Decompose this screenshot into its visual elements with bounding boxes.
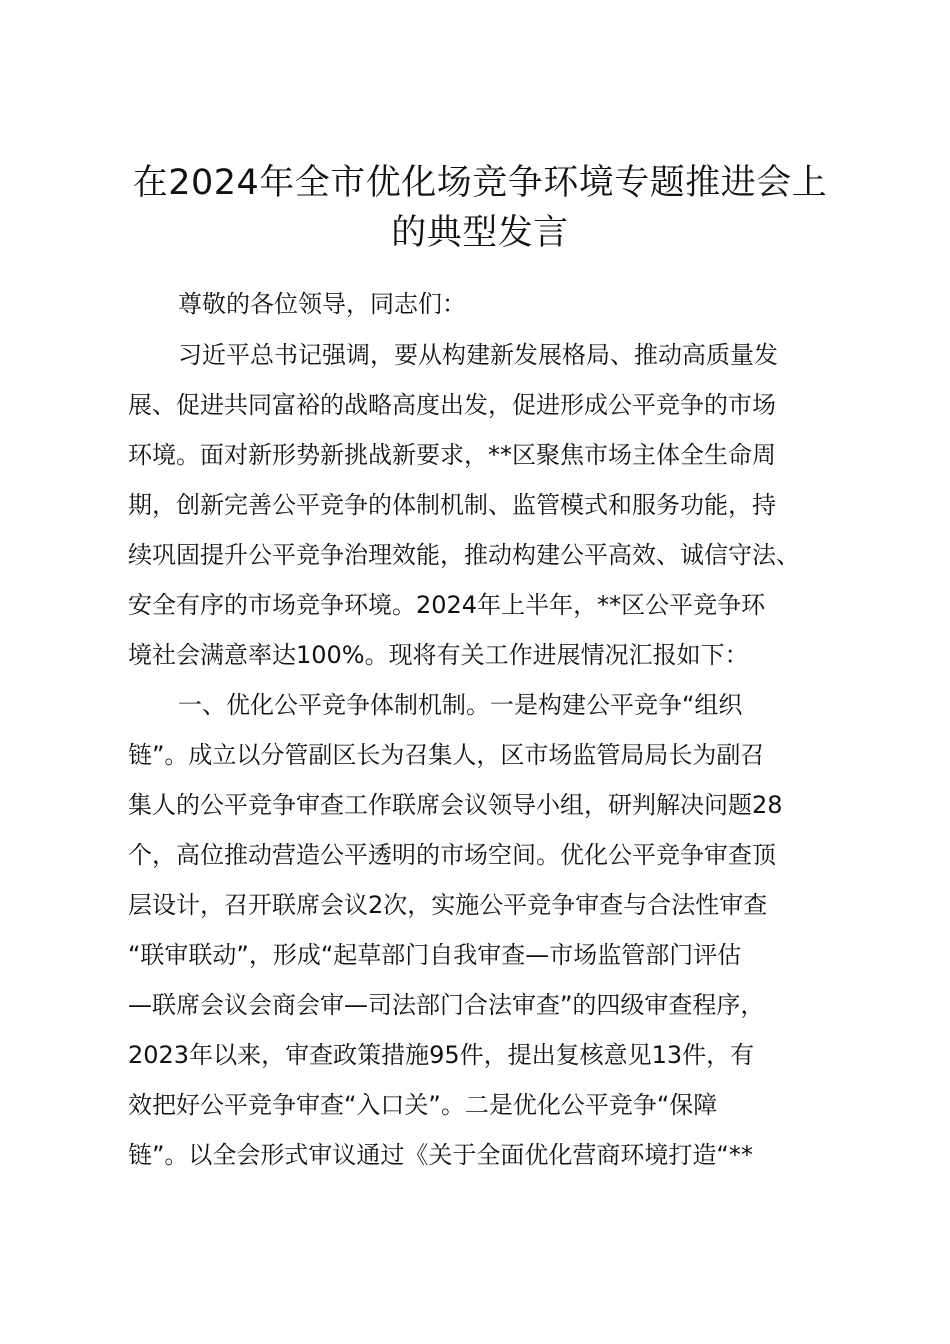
paragraph-line: 展、促进共同富裕的战略高度出发，促进形成公平竞争的市场 — [128, 391, 776, 419]
paragraph-line: 链”。成立以分管副区长为召集人，区市场监管局局长为副召 — [128, 741, 765, 769]
greeting: 尊敬的各位领导，同志们： — [178, 290, 466, 318]
document-title — [110, 158, 850, 258]
paragraph-line: 安全有序的市场竞争环境。2024年上半年，**区公平竞争环 — [128, 591, 766, 619]
title-line-2: 的典型发言 — [391, 213, 569, 253]
paragraph-line: 链”。以全会形式审议通过《关于全面优化营商环境打造“** — [128, 1141, 753, 1169]
paragraph-line: 境社会满意率达100%。现将有关工作进展情况汇报如下： — [128, 641, 749, 669]
paragraph-line: 个，高位推动营造公平透明的市场空间。优化公平竞争审查顶 — [128, 841, 776, 869]
paragraph-line: —联席会议会商会审—司法部门合法审查”的四级审查程序， — [128, 991, 765, 1019]
title-line-1: 在2024年全市优化场竞争环境专题推进会上 — [132, 163, 828, 203]
paragraph-line: 2023年以来，审查政策措施95件，提出复核意见13件，有 — [128, 1041, 755, 1069]
paragraph-line: 习近平总书记强调，要从构建新发展格局、推动高质量发 — [178, 341, 778, 369]
paragraph-line: 效把好公平竞争审查“入口关”。二是优化公平竞争“保障 — [128, 1091, 718, 1119]
paragraph-line: 集人的公平竞争审查工作联席会议领导小组，研判解决问题28 — [128, 791, 783, 819]
paragraph-line: 一、优化公平竞争体制机制。一是构建公平竞争“组织 — [178, 691, 743, 719]
paragraph-line: 期，创新完善公平竞争的体制机制、监管模式和服务功能，持 — [128, 491, 776, 519]
paragraph-line: 层设计，召开联席会议2次，实施公平竞争审查与合法性审查 — [128, 891, 768, 919]
paragraph-line: 环境。面对新形势新挑战新要求，**区聚焦市场主体全生命周 — [128, 441, 776, 469]
paragraph-line: “联审联动”，形成“起草部门自我审查—市场监管部门评估 — [128, 941, 742, 969]
paragraph-line: 续巩固提升公平竞争治理效能，推动构建公平高效、诚信守法、 — [128, 541, 800, 569]
